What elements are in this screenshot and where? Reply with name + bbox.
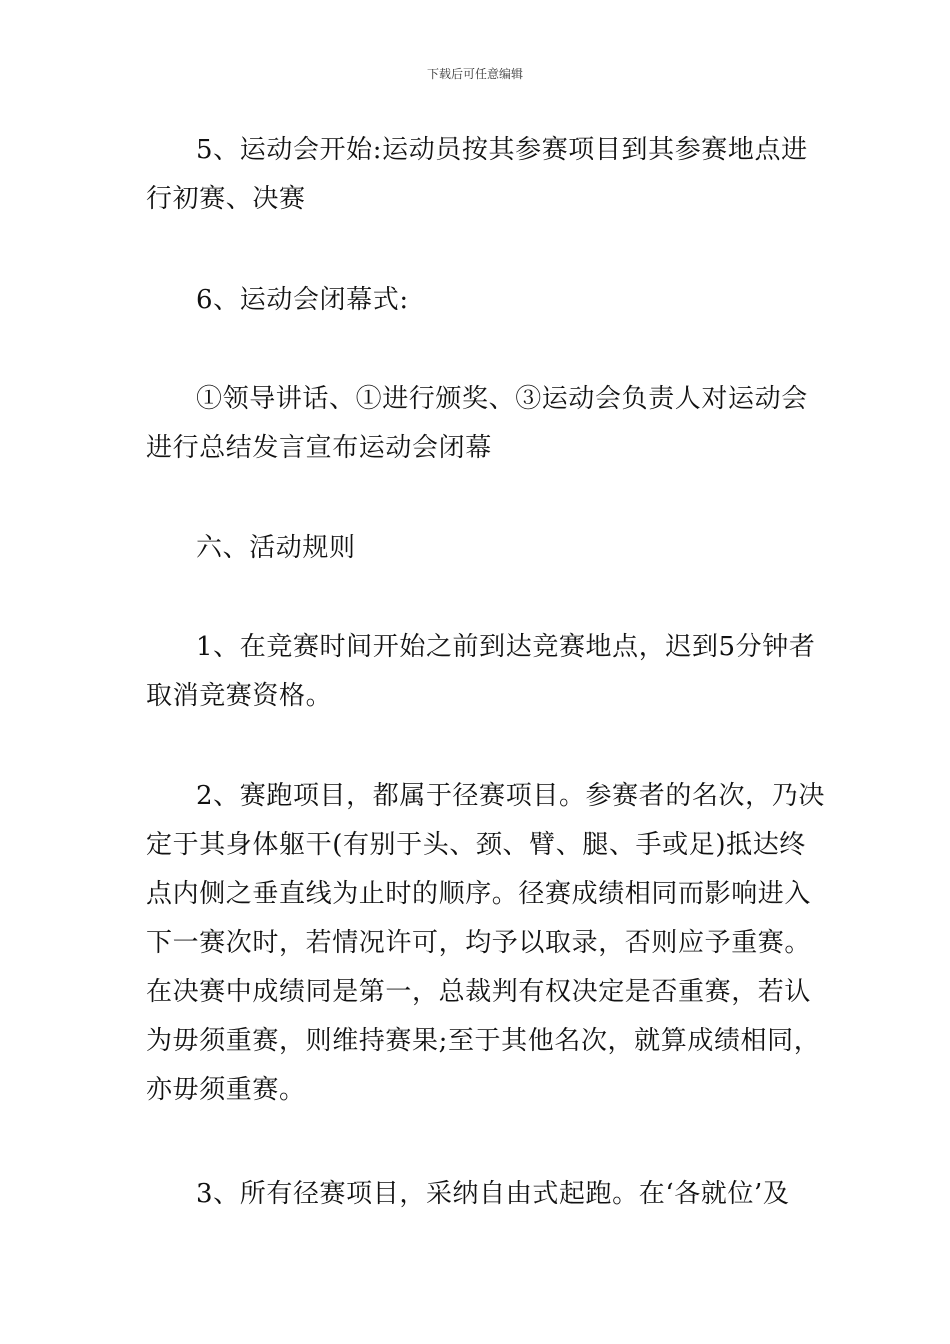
text-line: 5、运动会开始:运动员按其参赛项目到其参赛地点进 bbox=[196, 135, 808, 165]
paragraph-rule-3 bbox=[146, 1170, 812, 1219]
page-header: 下载后可任意编辑 bbox=[426, 67, 523, 81]
paragraph-closing-steps bbox=[146, 375, 812, 473]
text-line: 在决赛中成绩同是第一，总裁判有权决定是否重赛，若认 bbox=[146, 977, 812, 1007]
paragraph-rule-1 bbox=[146, 623, 816, 721]
text-line: 6、运动会闭幕式: bbox=[196, 285, 409, 315]
section-heading-rules bbox=[146, 524, 812, 573]
text-line: ①领导讲话、①进行颁奖、③运动会负责人对运动会 bbox=[196, 384, 808, 414]
text-line: 进行总结发言宣布运动会闭幕 bbox=[146, 433, 492, 463]
text-line: 为毋须重赛，则维持赛果;至于其他名次，就算成绩相同， bbox=[146, 1026, 821, 1056]
text-line: 1、在竞赛时间开始之前到达竞赛地点，迟到5分钟者 bbox=[196, 632, 816, 662]
text-line: 亦毋须重赛。 bbox=[146, 1075, 306, 1105]
text-line: 点内侧之垂直线为止时的顺序。径赛成绩相同而影响进入 bbox=[146, 879, 812, 909]
text-line: 六、活动规则 bbox=[196, 533, 356, 563]
paragraph-opening-item-5 bbox=[146, 126, 812, 224]
text-line: 3、所有径赛项目，采纳自由式起跑。在‘各就位’及 bbox=[196, 1179, 790, 1209]
text-line: 行初赛、决赛 bbox=[146, 184, 306, 214]
text-line: 2、赛跑项目，都属于径赛项目。参赛者的名次，乃决 bbox=[196, 781, 825, 811]
text-line: 取消竞赛资格。 bbox=[146, 681, 333, 711]
paragraph-rule-2 bbox=[146, 772, 825, 1115]
text-line: 下一赛次时，若情况许可，均予以取录，否则应予重赛。 bbox=[146, 928, 812, 958]
paragraph-closing-ceremony bbox=[146, 276, 812, 325]
text-line: 定于其身体躯干(有别于头、颈、臂、腿、手或足)抵达终 bbox=[146, 830, 806, 860]
